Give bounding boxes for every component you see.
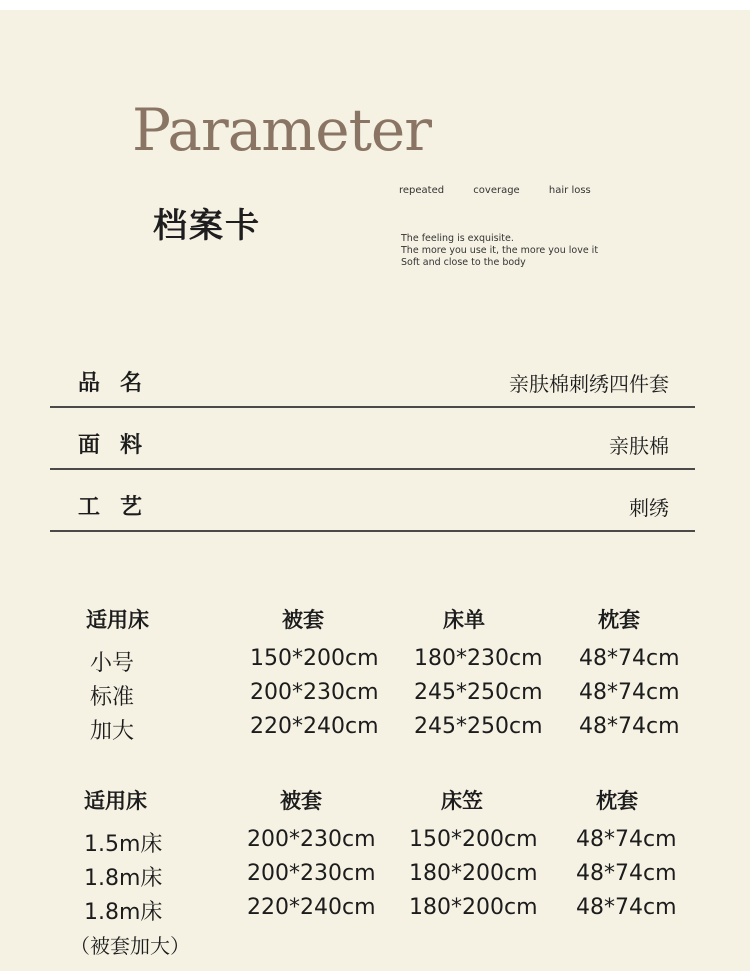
size-table-bedsheet xyxy=(0,604,750,748)
param-label: 工艺 xyxy=(78,495,163,520)
table-cell: 48*74cm xyxy=(579,680,680,705)
tagline-line-1: The feeling is exquisite. xyxy=(401,233,514,244)
header-cell: 床单 xyxy=(443,608,485,632)
table-cell: 标准 xyxy=(90,685,135,710)
param-value: 亲肤棉刺绣四件套 xyxy=(509,372,669,396)
table-cell: 1.5m床 xyxy=(84,832,163,857)
tagline-line-3: Soft and close to the body xyxy=(401,257,526,268)
table-cell: 220*240cm xyxy=(247,895,376,920)
top-strip xyxy=(0,0,750,10)
header-cell: 适用床 xyxy=(86,608,149,632)
param-value: 亲肤棉 xyxy=(609,434,669,458)
table-cell: 200*230cm xyxy=(247,827,376,852)
table-cell: 48*74cm xyxy=(576,827,677,852)
table-cell: 200*230cm xyxy=(247,861,376,886)
tagline xyxy=(401,233,598,269)
table-cell: 180*200cm xyxy=(409,861,538,886)
header-cell: 枕套 xyxy=(596,789,638,813)
title-chinese: 档案卡 xyxy=(153,206,261,246)
header-cell: 床笠 xyxy=(441,789,483,813)
table-cell: 48*74cm xyxy=(576,895,677,920)
table-cell: 1.8m床 xyxy=(84,866,163,891)
tag-hair-loss: hair loss xyxy=(548,185,591,196)
table-cell: 180*200cm xyxy=(409,895,538,920)
table-row xyxy=(0,680,750,714)
table-cell: 180*230cm xyxy=(414,646,543,671)
param-row-name xyxy=(50,346,695,408)
table-row xyxy=(0,827,750,861)
table-note: （被套加大） xyxy=(70,934,190,958)
table-cell: 48*74cm xyxy=(579,714,680,739)
table-cell: 245*250cm xyxy=(414,714,543,739)
table-cell: 150*200cm xyxy=(250,646,379,671)
param-row-fabric xyxy=(50,408,695,470)
table-cell: 48*74cm xyxy=(579,646,680,671)
table-cell: 小号 xyxy=(90,651,135,676)
size-table-fitted-sheet xyxy=(0,785,750,929)
table-cell: 48*74cm xyxy=(576,861,677,886)
table-header-row xyxy=(0,604,750,646)
table-row xyxy=(0,861,750,895)
param-label: 品名 xyxy=(78,371,163,396)
param-value: 刺绣 xyxy=(629,496,669,520)
header-cell: 被套 xyxy=(282,608,324,632)
header-cell: 被套 xyxy=(280,789,322,813)
tag-coverage: coverage xyxy=(473,185,520,196)
tag-repeated: repeated xyxy=(399,185,445,196)
table-cell: 加大 xyxy=(90,719,135,744)
param-label: 面料 xyxy=(78,433,163,458)
title-english: Parameter xyxy=(132,96,431,164)
tagline-line-2: The more you use it, the more you love it xyxy=(401,245,599,256)
table-cell: 1.8m床 xyxy=(84,900,163,925)
table-cell: 200*230cm xyxy=(250,680,379,705)
param-row-craft xyxy=(50,470,695,532)
table-cell: 150*200cm xyxy=(409,827,538,852)
header-cell: 枕套 xyxy=(598,608,640,632)
table-header-row xyxy=(0,785,750,827)
table-row xyxy=(0,646,750,680)
parameter-table xyxy=(50,346,695,532)
table-row xyxy=(0,895,750,929)
table-cell: 245*250cm xyxy=(414,680,543,705)
table-row xyxy=(0,714,750,748)
table-cell: 220*240cm xyxy=(250,714,379,739)
tag-list xyxy=(399,185,617,196)
header-cell: 适用床 xyxy=(84,789,147,813)
